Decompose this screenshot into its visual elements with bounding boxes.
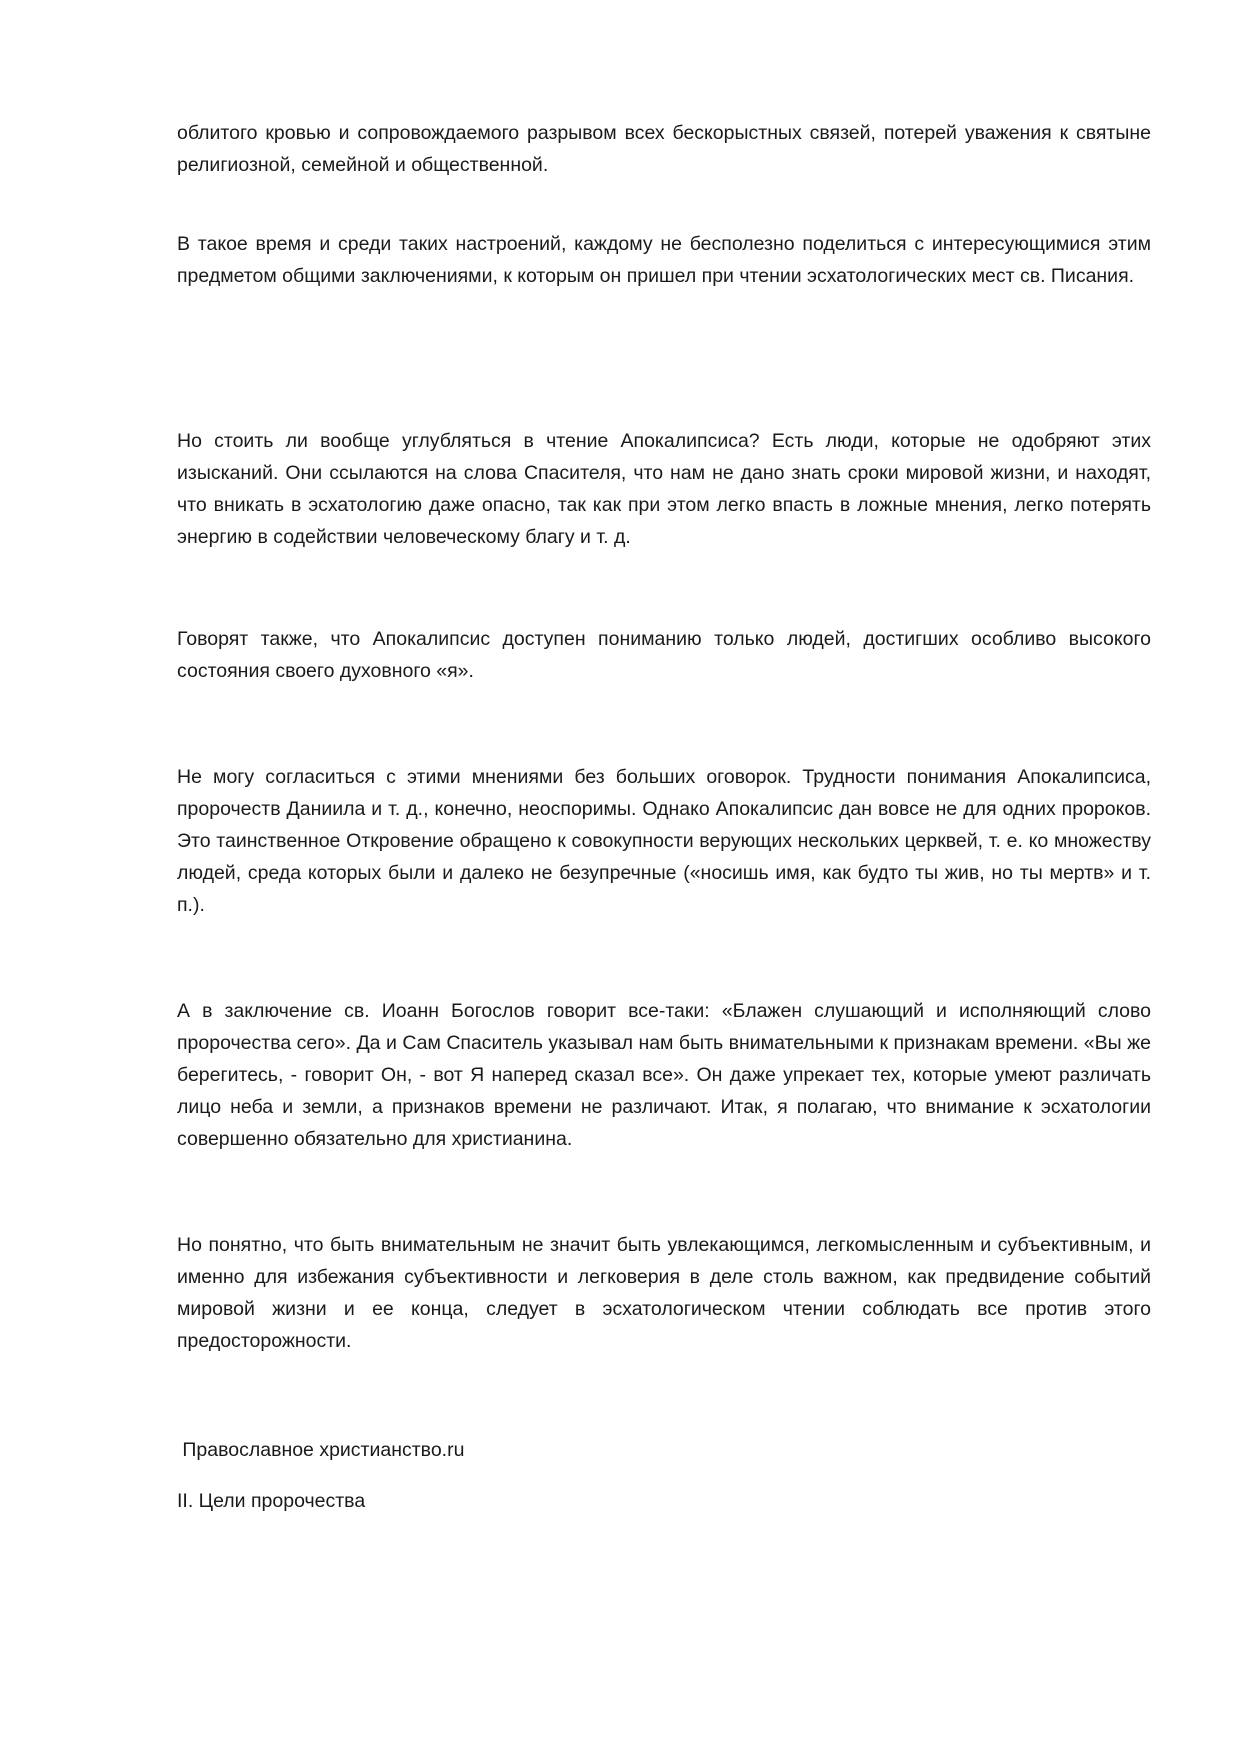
section-heading: II. Цели пророчества xyxy=(177,1490,366,1512)
paragraph: В такое время и среди таких настроений, каждому не бесполезно поделиться с интересующимися этим предметом общими заключениями, к которым он пришел при чтении эсхатологических мест св. Писания. xyxy=(177,233,1151,287)
paragraph: Но понятно, что быть внимательным не значит быть увлекающимся, легкомысленным и субъективным, и именно для избежания субъективности и легковерия в деле столь важном, как предвидение событий мировой жизни и ее конца, следует в эсхатологическом чтении соблюдать все против этого предосторожности. xyxy=(177,1234,1151,1352)
source-note: Православное христианство.ru xyxy=(177,1439,465,1461)
paragraph: А в заключение св. Иоанн Богослов говорит все-таки: «Блажен слушающий и исполняющий слово пророчества сего». Да и Сам Спаситель указывал нам быть внимательными к признакам времени. «Вы же берегитесь, - говорит Он, - вот Я наперед сказал все». Он даже упрекает тех, которые умеют различать лицо неба и земли, а признаков времени не различают. Итак, я полагаю, что внимание к эсхатологии совершенно обязательно для христианина. xyxy=(177,1000,1151,1150)
paragraph: облитого кровью и сопровождаемого разрывом всех бескорыстных связей, потерей уважения к святыне религиозной, семейной и общественной. xyxy=(177,122,1151,176)
paragraph: Но стоить ли вообще углубляться в чтение Апокалипсиса? Есть люди, которые не одобряют этих изысканий. Они ссылаются на слова Спасителя, что нам не дано знать сроки мировой жизни, и находят, что вникать в эсхатологию даже опасно, так как при этом легко впасть в ложные мнения, легко потерять энергию в содействии человеческому благу и т. д. xyxy=(177,430,1151,548)
paragraph: Говорят также, что Апокалипсис доступен пониманию только людей, достигших особливо высокого состояния своего духовного «я». xyxy=(177,628,1151,682)
paragraph: Не могу согласиться с этими мнениями без больших оговорок. Трудности понимания Апокалипсиса, пророчеств Даниила и т. д., конечно, неоспоримы. Однако Апокалипсис дан вовсе не для одних пророков. Это таинственное Откровение обращено к совокупности верующих нескольких церквей, т. е. ко множеству людей, среда которых были и далеко не безупречные («носишь имя, как будто ты жив, но ты мертв» и т. п.). xyxy=(177,766,1151,916)
